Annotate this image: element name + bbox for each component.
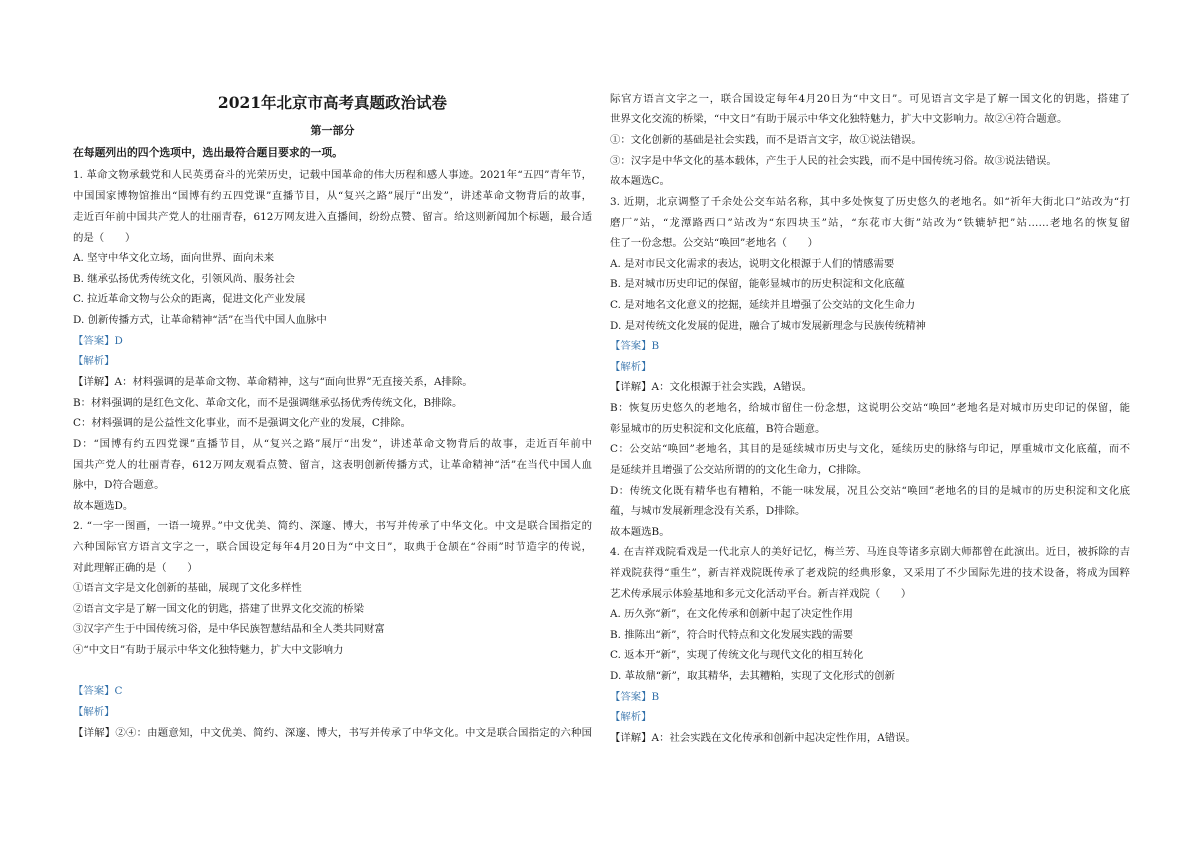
text-line: 【详解】A：材料强调的是革命文物、革命精神，这与“面向世界”无直接关系，A排除。 <box>73 376 473 388</box>
text-line: 中国国家博物馆推出“国博有约五四党课”直播节目，从“复兴之路”展厅“出发”，讲述革命文物背后的故事， <box>73 190 592 202</box>
statement-line: ①语言文字是文化创新的基础，展现了文化多样性 <box>73 582 302 594</box>
text-line: 4. 在吉祥戏院看戏是一代北京人的美好记忆，梅兰芳、马连良等诸多京剧大师都曾在此演出。近日，被拆除的吉 <box>610 546 1130 558</box>
text-line: D：传统文化既有精华也有糟粕，不能一味发展，况且公交站“唤回”老地名的目的是城市的历史积淀和文化底 <box>610 485 1130 497</box>
text-line: ③：汉字是中华文化的基本载体，产生于人民的社会实践，而不是中国传统习俗。故③说法错误。 <box>610 155 1057 167</box>
instruction: 在每题列出的四个选项中，选出最符合题目要求的一项。 <box>73 146 343 159</box>
statement-line: ②语言文字是了解一国文化的钥匙，搭建了世界文化交流的桥梁 <box>73 603 364 615</box>
text-line: 1. 革命文物承载党和人民英勇奋斗的光荣历史，记载中国革命的伟大历程和感人事迹。2021年“五四”青年节， <box>73 169 592 181</box>
text-line: 世界文化交流的桥梁，“中文日”有助于展示中华文化独特魅力，扩大中文影响力。故②④符合题意。 <box>610 113 1068 125</box>
answer-label: 【答案】C <box>73 685 123 697</box>
text-line: 蕴，与城市发展新理念没有关系，D排除。 <box>610 505 806 517</box>
text-line: 【详解】A：社会实践在文化传承和创新中起决定性作用，A错误。 <box>610 732 916 744</box>
option-line: A. 历久弥“新”，在文化传承和创新中起了决定性作用 <box>610 608 853 620</box>
text-line: 彰显城市的历史积淀和文化底蕴，B符合题意。 <box>610 423 826 435</box>
text-line: 是延续并且增强了公交站所谓的的文化生命力，C排除。 <box>610 464 868 476</box>
text-line: 对此理解正确的是（ ） <box>73 562 198 574</box>
text-line: 的是（ ） <box>73 232 136 244</box>
analysis-label: 【解析】 <box>610 711 652 723</box>
part-heading: 第一部分 <box>310 124 355 137</box>
page-title: 2021年北京市高考真题政治试卷 <box>217 93 448 112</box>
option-line: B. 是对城市历史印记的保留，能彰显城市的历史积淀和文化底蕴 <box>610 278 905 290</box>
text-line: D：“国博有约五四党课”直播节目，从“复兴之路”展厅“出发”，讲述革命文物背后的故事，走近百年前中 <box>73 438 592 450</box>
option-line: D. 革故鼎“新”，取其精华，去其糟粕，实现了文化形式的创新 <box>610 670 895 682</box>
option-line: D. 创新传播方式，让革命精神“活”在当代中国人血脉中 <box>73 314 327 326</box>
text-line: B：恢复历史悠久的老地名，给城市留住一份念想，这说明公交站“唤回”老地名是对城市历史印记的保留，能 <box>610 402 1130 414</box>
answer-label: 【答案】B <box>610 340 660 352</box>
statement-line: ④“中文日”有助于展示中华文化独特魅力，扩大中文影响力 <box>73 644 344 656</box>
text-line: 故本题选D。 <box>73 500 134 512</box>
text-line: 【详解】A：文化根源于社会实践，A错误。 <box>610 381 813 393</box>
text-line: 走近百年前中国共产党人的壮丽青春，612万网友进入直播间，纷纷点赞、留言。给这则新闻加个标题，最合适 <box>73 211 592 223</box>
text-line: 艺术传承展示体验基地和多元文化活动平台。新吉祥戏院（ ） <box>610 588 912 600</box>
option-line: C. 返本开“新”，实现了传统文化与现代文化的相互转化 <box>610 649 864 661</box>
option-line: B. 推陈出“新”，符合时代特点和文化发展实践的需要 <box>610 629 854 641</box>
option-line: C. 是对地名文化意义的挖掘，延续并且增强了公交站的文化生命力 <box>610 299 916 311</box>
text-line: 住了一份念想。公交站“唤回”老地名（ ） <box>610 237 819 249</box>
analysis-label: 【解析】 <box>73 355 115 367</box>
text-line: 六种国际官方语言文字之一，联合国设定每年4月20日为“中文日”，取典于仓颉在“谷雨”时节造字的传说， <box>73 541 592 553</box>
text-line: 【详解】②④：由题意知，中文优美、简约、深邃、博大，书写并传承了中华文化。中文是联合国指定的六种国 <box>73 727 592 739</box>
text-line: 磨厂”站，“龙潭路西口”站改为“东四块玉”站，“东花市大街”站改为“铁辘轳把”站……老地名的恢复留 <box>610 217 1130 229</box>
option-line: D. 是对传统文化发展的促进，融合了城市发展新理念与民族传统精神 <box>610 320 926 332</box>
text-line: 故本题选B。 <box>610 526 670 538</box>
text-line: 脉中，D符合题意。 <box>73 479 165 491</box>
text-line: 国共产党人的壮丽青春，612万网友观看点赞、留言，这表明创新传播方式，让革命精神“活”在当代中国人血 <box>73 459 592 471</box>
answer-label: 【答案】D <box>73 335 123 347</box>
option-line: C. 拉近革命文物与公众的距离，促进文化产业发展 <box>73 293 306 305</box>
text-line: 故本题选C。 <box>610 175 670 187</box>
text-line: 祥戏院获得“重生”，新吉祥戏院既传承了老戏院的经典形象，又采用了不少国际先进的技术设备，将成为国粹 <box>610 567 1130 579</box>
text-line: 2. “一字一图画，一语一境界。”中文优美、简约、深邃、博大，书写并传承了中华文化。中文是联合国指定的 <box>73 520 592 532</box>
analysis-label: 【解析】 <box>610 361 652 373</box>
text-line: 际官方语言文字之一，联合国设定每年4月20日为“中文日”。可见语言文字是了解一国文化的钥匙，搭建了 <box>610 93 1130 105</box>
text-line: C：公交站“唤回”老地名，其目的是延续城市历史与文化，延续历史的脉络与印记，厚重城市文化底蕴，而不 <box>610 443 1130 455</box>
analysis-label: 【解析】 <box>73 706 115 718</box>
statement-line: ③汉字产生于中国传统习俗，是中华民族智慧结晶和全人类共同财富 <box>73 623 385 635</box>
option-line: A. 坚守中华文化立场，面向世界、面向未来 <box>73 252 275 264</box>
option-line: A. 是对市民文化需求的表达，说明文化根源于人们的情感需要 <box>610 258 895 270</box>
text-line: C：材料强调的是公益性文化事业，而不是强调文化产业的发展，C排除。 <box>73 417 412 429</box>
option-line: B. 继承弘扬优秀传统文化，引领风尚、服务社会 <box>73 273 296 285</box>
text-line: B：材料强调的是红色文化、革命文化，而不是强调继承弘扬优秀传统文化，B排除。 <box>73 397 463 409</box>
text-line: 3. 近期，北京调整了千余处公交车站名称，其中多处恢复了历史悠久的老地名。如“祈年大街北口”站改为“打 <box>610 196 1130 208</box>
answer-label: 【答案】B <box>610 691 660 703</box>
text-line: ①：文化创新的基础是社会实践，而不是语言文字，故①说法错误。 <box>610 134 922 146</box>
